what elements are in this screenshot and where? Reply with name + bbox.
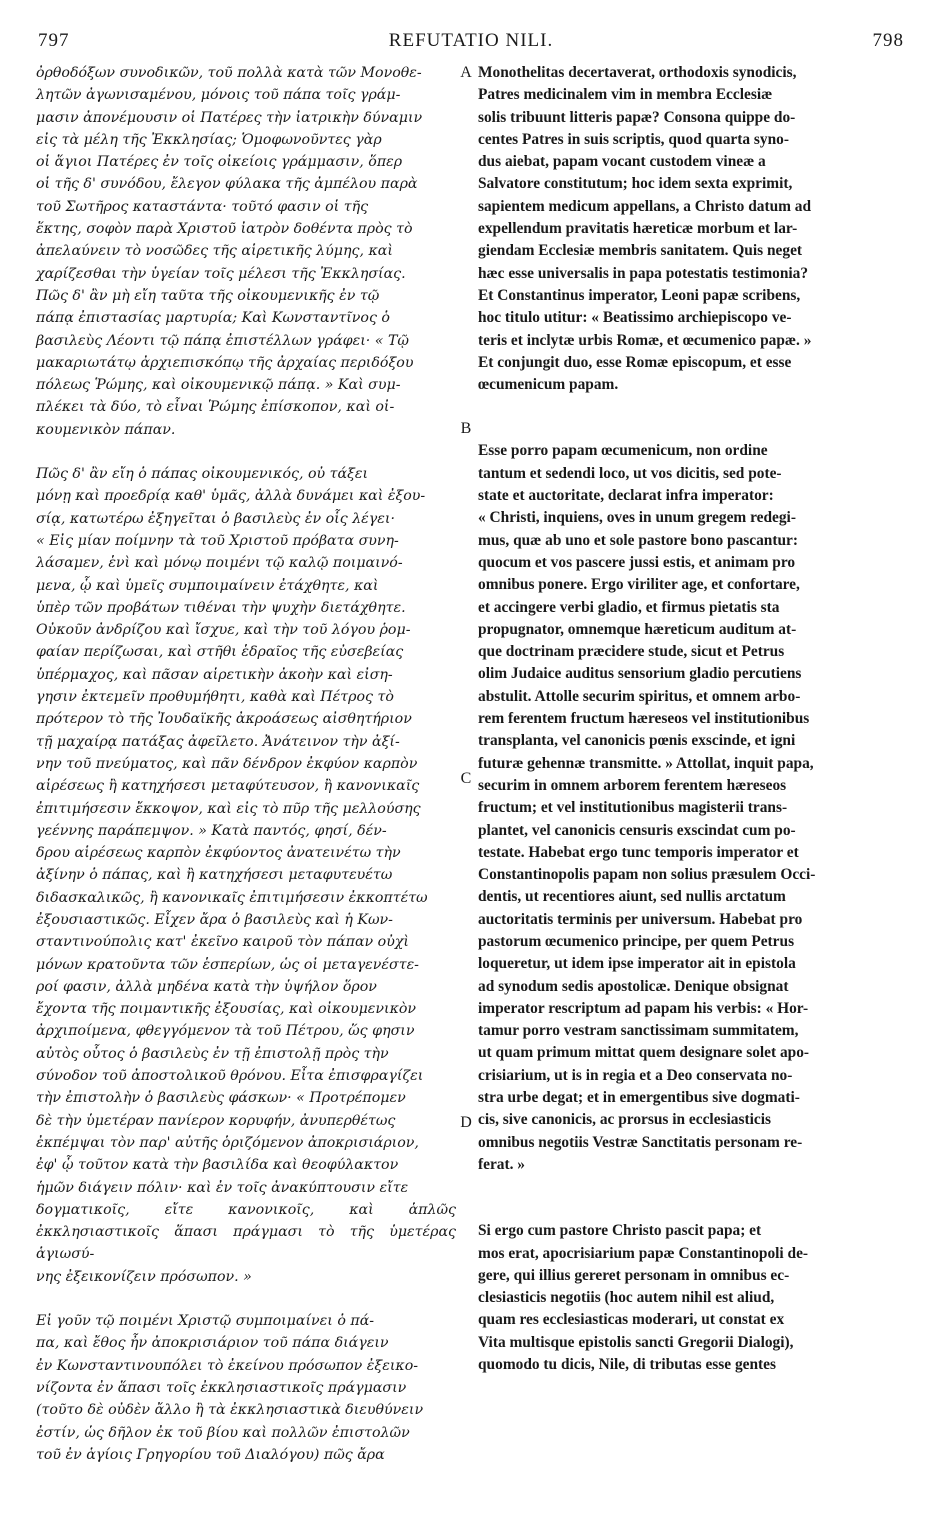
- margin-marker-c: C: [460, 770, 472, 787]
- latin-paragraph-2: Esse porro papam œcumenicum, non ordine tantum et sedendi loco, ut vos dicitis, sed pote- state et auctoritate, declarat infra imperator: « Christi, inquiens, oves in unum gregem redegi- mus, quæ ab uno et sole pastore bono pascantur: quocum et vos pascere jussi estis, et animam pro omnibus ponere. Ergo viriliter age, et confortare, et accingere verbi gladio, et firmus pietatis sta propugnator, omnemque hæreticum auditum at- que doctrinam præcidere stude, sicut et Petrus olim Judaice auditus sensorium gladio percutiens abstulit. Attolle securim spiritus, et omnem arbo- rem ferentem fructum hæreseos vel institutionibus transplanta, vel canonicis pœnis exscinde, et igni futuræ gehennæ transmitte. » Attollat, inquit papa, securim in omnem arborem ferentem hæreseos fructum; et vel institutionibus magisterii trans- plantet, vel canonicis censuris exscindat cum po- testate. Habebat ergo tunc temporis imperator et Constantinopolis papam non solius præsulem Occi- dentis, ut recentiores aiunt, sed nullis arctatum auctoritatis terminis per universum. Habebat pro pastorum œcumenico principe, per quem Petrus loqueretur, ut idem ipse imperator ait in epistola ad synodum sedis apostolicæ. Denique obsignat imperator rescriptum ad papam his verbis: « Hor- tamur porro vestram sanctissimam summitatem, ut quam primum mittat quem designare solet apo- crisiarium, ut is in regia et a Deo conservata no- stra urbe degat; et in emergentibus sive dogmati- cis, sive canonicis, ac prorsus in ecclesiasticis omnibus negotiis Vestræ Sanctitatis personam re- ferat. »: [478, 442, 816, 1173]
- greek-paragraph-3: Εἰ γοῦν τῷ ποιμένι Χριστῷ συμποιμαίνει ὁ πά- πα, καὶ ἔθος ἦν ἀποκρισιάριον τοῦ πάπα διάγειν ἐν Κωνσταντινουπόλει τὸ ἐκείνου πρόσωπον ἐξεικο- νίζοντα ἐν ἅπασι τοῖς ἐκκλησιαστικοῖς πράγμασιν (τοῦτο δὲ οὐδὲν ἄλλο ἢ τὰ ἐκκλησιαστικὰ διευθύνειν ἐστίν, ὡς δῆλον ἐκ τοῦ βίου καὶ πολλῶν ἐπιστολῶν τοῦ ἐν ἁγίοις Γρηγορίου τοῦ Διαλόγου) πῶς ἄρα: [36, 1313, 424, 1463]
- latin-paragraph-1: Monothelitas decertaverat, orthodoxis synodicis, Patres medicinalem vim in membra Ecclesiæ solis tribuunt litteris papæ? Consona quippe do- centes Patres in suis scriptis, quod quarta syno- dus aiebat, papam vocant custodem vineæ a Salvatore constitutum; hoc idem sexta exprimit, sapientem medicum appellans, a Christo datum ad expellendum pravitatis hæreticæ morbum et lar- giendam Ecclesiæ membris sanitatem. Quis neget hæc esse universalis in papa potestatis testimonia? Et Constantinus imperator, Leoni papæ scribens, hoc titulo utitur: « Beatissimo archiepiscopo ve- teris et inclytæ urbis Romæ, et œcumenico papæ. » Et conjungit duo, esse Romæ episcopum, et esse œcumenicum papam.: [478, 64, 812, 394]
- page-number-right: 798: [872, 30, 904, 51]
- latin-column: [478, 62, 898, 1376]
- margin-marker-d: D: [460, 1114, 472, 1131]
- greek-paragraph-1: ὀρθοδόξων συνοδικῶν, τοῦ πολλὰ κατὰ τῶν Μονοθε- λητῶν ἀγωνισαμένου, μόνοις τοῦ πάπα τοῖς γράμ- μασιν ἀπονέμουσιν οἱ Πατέρες τὴν ἰατρικὴν δύναμιν εἰς τὰ μέλη τῆς Ἐκκλησίας; Ὁμοφωνοῦντες γὰρ οἱ ἅγιοι Πατέρες ἐν τοῖς οἰκείοις γράμμασιν, ὅπερ οἱ τῆς δ' συνόδου, ἔλεγον φύλακα τῆς ἀμπέλου παρὰ τοῦ Σωτῆρος καταστάντα· τοῦτό φασιν οἱ τῆς ἕκτης, σοφὸν παρὰ Χριστοῦ ἰατρὸν δοθέντα πρὸς τὸ ἀπελαύνειν τὸ νοσῶδες τῆς αἱρετικῆς λύμης, καὶ χαρίζεσθαι τὴν ὑγείαν τοῖς μέλεσι τῆς Ἐκκλησίας. Πῶς δ' ἂν μὴ εἴη ταῦτα τῆς οἰκουμενικῆς ἐν τῷ πάπᾳ ἐπιστασίας μαρτυρία; Καὶ Κωνσταντῖνος ὁ βασιλεὺς Λέοντι τῷ πάπᾳ ἐπιστέλλων γράφει· « Τῷ μακαριωτάτῳ ἀρχιεπισκόπῳ τῆς ἀρχαίας περιδόξου πόλεως Ῥώμης, καὶ οἰκουμενικῷ πάπᾳ. » Καὶ συμ- πλέκει τὰ δύο, τὸ εἶναι Ῥώμης ἐπίσκοπον, καὶ οἰ- κουμενικὸν πάπαν.: [36, 65, 423, 438]
- page-number-left: 797: [38, 30, 70, 51]
- margin-marker-b: B: [460, 420, 472, 437]
- latin-paragraph-3: Si ergo cum pastore Christo pascit papa; et mos erat, apocrisiarium papæ Constantinopoli de- gere, qui illius gereret personam in omnibus ec- clesiasticis negotiis (hoc autem nihil est aliud, quam res ecclesiasticas moderari, ut constat ex Vita multisque epistolis sancti Gregorii Dialogi), quomodo tu dicis, Nile, di tributas esse gentes: [478, 1222, 809, 1374]
- margin-marker-a: A: [460, 64, 472, 81]
- running-header: [38, 30, 904, 56]
- greek-paragraph-2: Πῶς δ' ἂν εἴη ὁ πάπας οἰκουμενικός, οὐ τάξει μόνῃ καὶ προεδρίᾳ καθ' ὑμᾶς, ἀλλὰ δυνάμει καὶ ἐξου- σίᾳ, κατωτέρω ἐξηγεῖται ὁ βασιλεὺς ἐν οἷς λέγει· « Εἰς μίαν ποίμνην τὰ τοῦ Χριστοῦ πρόβατα συνη- λάσαμεν, ἑνὶ καὶ μόνῳ ποιμένι τῷ καλῷ ποιμαινό- μενα, ᾧ καὶ ὑμεῖς συμποιμαίνειν ἐτάχθητε, καὶ ὑπὲρ τῶν προβάτων τιθέναι τὴν ψυχὴν διετάχθητε. Οὐκοῦν ἀνδρίζου καὶ ἴσχυε, καὶ τὴν τοῦ λόγου ῥομ- φαίαν περίζωσαι, καὶ στῆθι ἑδραῖος τῆς εὐσεβείας ὑπέρμαχος, καὶ πᾶσαν αἱρετικὴν ἀκοὴν καὶ εἰση- γησιν ἐκτεμεῖν προθυμήθητι, καθὰ καὶ Πέτρος τὸ πρότερον τὸ τῆς Ἰουδαϊκῆς ἀκροάσεως αἰσθητήριον τῇ μαχαίρᾳ πατάξας ἀφεῖλετο. Ἀνάτεινον τὴν ἀξί- νην τοῦ πνεύματος, καὶ πᾶν δένδρον ἐκφύον καρπὸν αἱρέσεως ἢ κατηχήσεσι μεταφύτευσον, ἢ κανονικαῖς ἐπιτιμήσεσιν ἔκκοψον, καὶ εἰς τὸ πῦρ τῆς μελλούσης γεέννης παράπεμψον. » Κατὰ παντός, φησί, δέν- δρου αἱρέσεως καρπὸν ἐκφύοντος ἀνατεινέτω τὴν ἀξίνην ὁ πάπας, καὶ ἢ κατηχήσεσι μεταφυτευέτω διδασκαλικῶς, ἢ κανονικαῖς ἐπιτιμήσεσιν ἐκκοπτέτω ἐξουσιαστικῶς. Εἶχεν ἄρα ὁ βασιλεὺς καὶ ἡ Κων- σταντινούπολις κατ' ἐκεῖνο καιροῦ τὸν πάπαν οὐχὶ μόνων κρατοῦντα τῶν ἑσπερίων, ὡς οἱ μεταγενέστε- ροί φασιν, ἀλλὰ μηδένα κατὰ τὴν ὑψήλον ὅρον ἔχοντα τῆς ποιμαντικῆς ἐξουσίας, καὶ οἰκουμενικὸν ἀρχιποίμενα, φθεγγόμενον τὰ τοῦ Πέτρου, ὥς φησιν αὐτὸς οὗτος ὁ βασιλεὺς ἐν τῇ ἐπιστολῇ πρὸς τὴν σύνοδον τοῦ ἀποστολικοῦ θρόνου. Εἶτα ἐπισφραγίζει τὴν ἐπιστολὴν ὁ βασιλεὺς φάσκων· « Προτρέπομεν δὲ τὴν ὑμετέραν πανίερον κορυφήν, ἀνυπερθέτως ἐκπέμψαι τὸν παρ' αὐτῆς ὁριζόμενον ἀποκρισιάριον, ἐφ' ᾧ τοῦτον κατὰ τὴν βασιλίδα καὶ θεοφύλακτον ἡμῶν διάγειν πόλιν· καὶ ἐν τοῖς ἀνακύπτουσιν εἴτε δογματικοῖς, εἴτε κανονικοῖς, καὶ ἁπλῶς ἐκκλησιαστικοῖς ἅπασι πράγμασι τὸ τῆς ὑμετέρας ἁγιωσύ- νης ἐξεικονίζειν πρόσωπον. »: [36, 466, 456, 1285]
- running-title: REFUTATIO NILI.: [388, 30, 554, 51]
- greek-column: [36, 62, 456, 1466]
